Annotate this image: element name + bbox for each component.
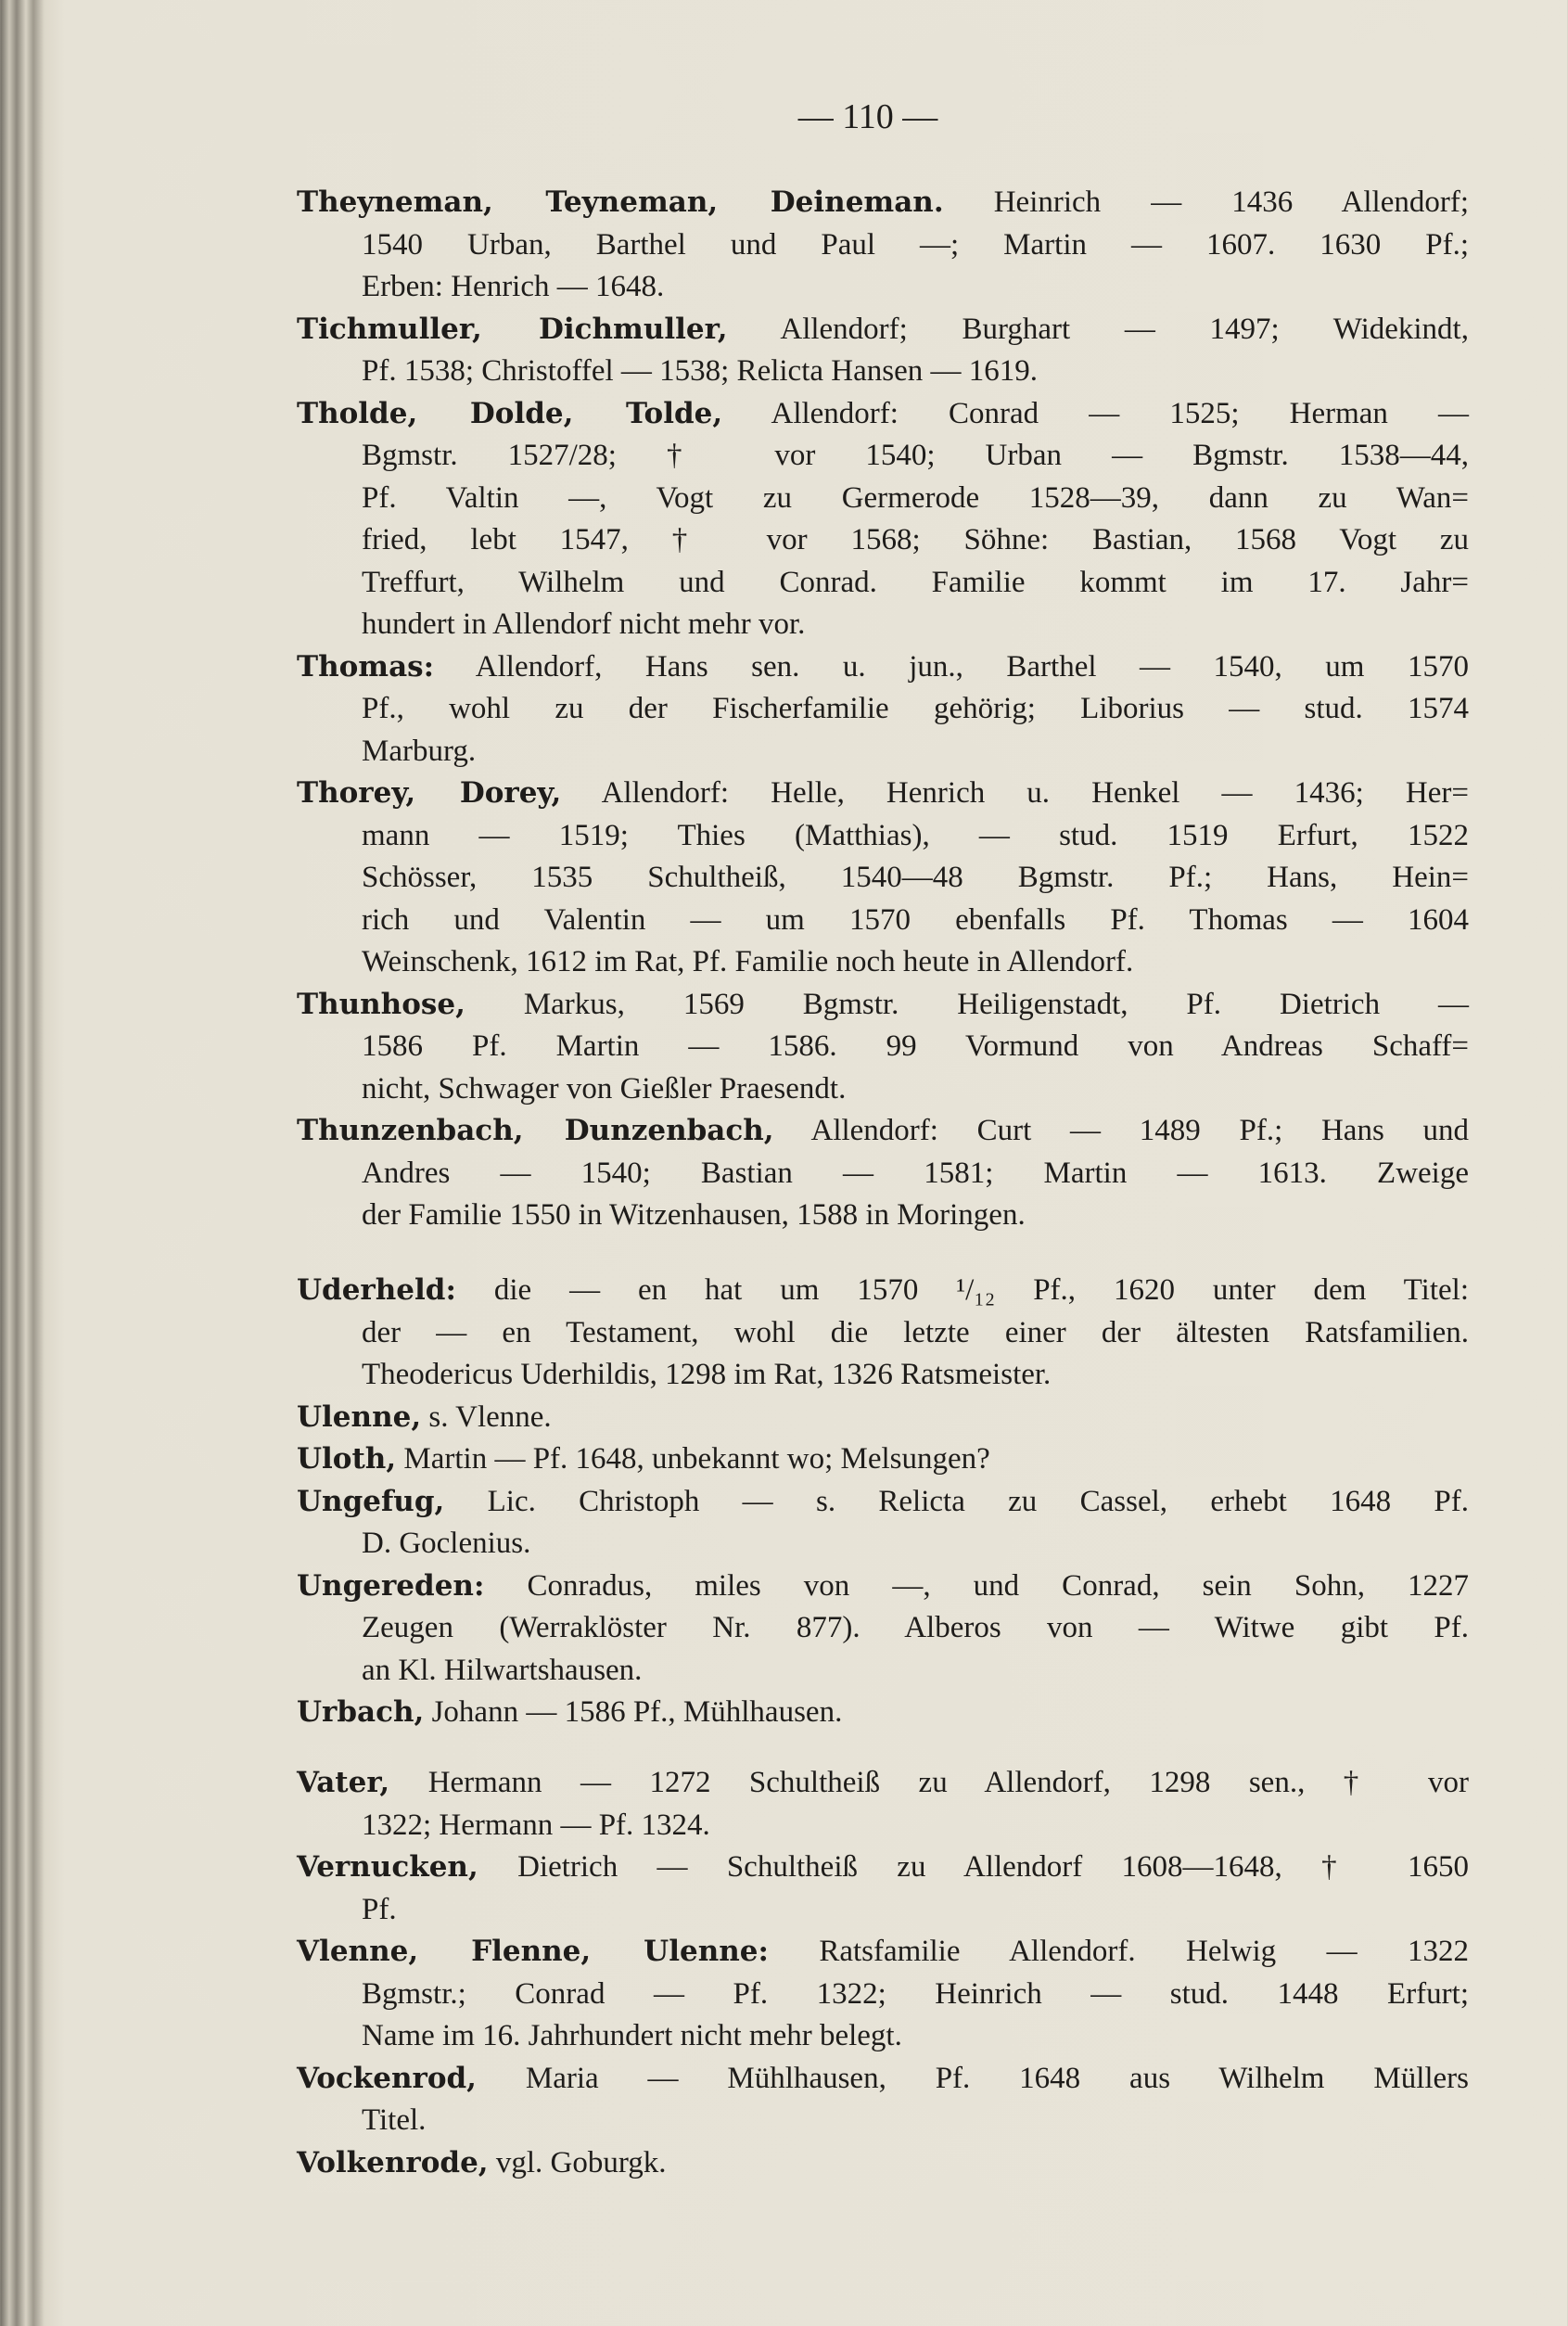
entry-text: Andres — 1540; Bastian — 1581; Martin — 1613. Zweige (362, 1156, 1469, 1190)
entry-line (297, 1607, 1469, 1650)
entry-text: Conradus, miles von —, und Conrad, sein Sohn, 1227 (527, 1568, 1469, 1603)
register-entry (297, 309, 1469, 393)
entry-text: Maria — Mühlhausen, Pf. 1648 aus Wilhelm Müllers (525, 2061, 1470, 2095)
entry-headword: Vlenne, Flenne, Ulenne: (297, 1935, 769, 1968)
entry-line (297, 1397, 1469, 1439)
entry-text: s. Vlenne. (428, 1399, 552, 1434)
register-entry (297, 2058, 1469, 2142)
entry-text: nicht, Schwager von Gießler Praesendt. (362, 1071, 847, 1105)
register-entry (297, 1397, 1469, 1439)
entry-text: an Kl. Hilwartshausen. (362, 1653, 643, 1687)
entry-line (297, 857, 1469, 900)
entry-line (297, 435, 1469, 478)
register-entry (297, 1931, 1469, 2058)
entry-line (297, 1805, 1469, 1847)
register-entry (297, 646, 1469, 773)
entry-line (297, 1026, 1469, 1068)
entry-text: Bgmstr. 1527/28; † vor 1540; Urban — Bgmstr. 1538—44, (362, 439, 1469, 472)
entry-line (297, 2058, 1469, 2101)
register-entry (297, 773, 1469, 984)
entry-text: Dietrich — Schultheiß zu Allendorf 1608—1648, † 1650 (517, 1850, 1469, 1884)
entry-headword: Tholde, Dolde, Tolde, (297, 396, 723, 430)
entry-text: Titel. (362, 2103, 427, 2137)
entry-text: rich und Valentin — um 1570 ebenfalls Pf. Thomas — 1604 (362, 902, 1469, 937)
entry-text: Treffurt, Wilhelm und Conrad. Familie kommt im 17. Jahr= (362, 565, 1469, 599)
entry-text: Pf. 1538; Christoffel — 1538; Relicta Hansen — 1619. (362, 354, 1038, 388)
entry-line (297, 1974, 1469, 2016)
entry-line (297, 941, 1469, 984)
entry-line (297, 182, 1469, 224)
entry-text: Allendorf: Conrad — 1525; Herman — (771, 396, 1469, 430)
entry-text: Johann — 1586 Pf., Mühlhausen. (431, 1695, 843, 1729)
entry-text: der — en Testament, wohl die letzte einer der ältesten Ratsfamilien. (362, 1315, 1469, 1349)
entry-text: Name im 16. Jahrhundert nicht mehr belegt. (362, 2019, 902, 2052)
entry-text: Allendorf: Curt — 1489 Pf.; Hans und (810, 1114, 1469, 1147)
register-entry (297, 393, 1469, 646)
register-entry (297, 1438, 1469, 1481)
register-entry (297, 1566, 1469, 1693)
entry-text: Martin — Pf. 1648, unbekannt wo; Melsungen? (403, 1442, 990, 1476)
entry-text: Zeugen (Werraklöster Nr. 877). Alberos von — Witwe gibt Pf. (362, 1611, 1469, 1644)
entry-text: Allendorf; Burghart — 1497; Widekindt, (780, 312, 1469, 346)
entry-text: Ratsfamilie Allendorf. Helwig — 1322 (819, 1935, 1470, 1968)
entry-line (297, 393, 1469, 436)
entry-text: vgl. Goburgk. (495, 2145, 667, 2179)
entry-line (297, 309, 1469, 351)
entry-headword: Urbach, (297, 1695, 425, 1729)
entry-headword: Uloth, (297, 1442, 397, 1476)
entry-line (297, 2015, 1469, 2058)
register-entry (297, 1762, 1469, 1847)
entry-headword: Thomas: (297, 649, 435, 684)
entry-line (297, 562, 1469, 605)
entry-headword: Thunhose, (297, 987, 465, 1021)
entry-line (297, 1195, 1469, 1237)
entry-text: D. Goclenius. (362, 1527, 531, 1560)
entry-line (297, 1270, 1469, 1312)
entry-headword: Volkenrode, (297, 2145, 489, 2179)
entry-line (297, 1566, 1469, 1608)
entry-line (297, 1931, 1469, 1974)
entry-line (297, 224, 1469, 267)
entry-line (297, 1889, 1469, 1932)
entry-headword: Ungereden: (297, 1568, 485, 1603)
entry-line (297, 1762, 1469, 1805)
entry-line (297, 900, 1469, 942)
entry-line (297, 731, 1469, 773)
entry-headword: Thunzenbach, Dunzenbach, (297, 1114, 774, 1147)
entry-line (297, 519, 1469, 562)
entry-line (297, 351, 1469, 393)
entry-text: 1322; Hermann — Pf. 1324. (362, 1808, 710, 1842)
entry-line (297, 1523, 1469, 1566)
entry-line (297, 1438, 1469, 1481)
entry-text: Marburg. (362, 734, 477, 768)
entry-line (297, 604, 1469, 646)
entry-line (297, 1110, 1469, 1153)
entry-headword: Vockenrod, (297, 2061, 477, 2095)
entry-headword: Ulenne, (297, 1399, 422, 1434)
entry-line (297, 1153, 1469, 1195)
entry-text: Markus, 1569 Bgmstr. Heiligenstadt, Pf. Dietrich — (523, 987, 1469, 1021)
entry-line (297, 2100, 1469, 2142)
entry-text: Hermann — 1272 Schultheiß zu Allendorf, 1298 sen., † vor (427, 1766, 1469, 1799)
entry-text: Schösser, 1535 Schultheiß, 1540—48 Bgmstr. Pf.; Hans, Hein= (362, 861, 1469, 894)
entry-line (297, 1692, 1469, 1734)
entry-headword: Ungefug, (297, 1484, 445, 1518)
entry-text: Erben: Henrich — 1648. (362, 270, 665, 303)
entry-line (297, 1354, 1469, 1397)
entry-line (297, 773, 1469, 815)
entry-text: mann — 1519; Thies (Matthias), — stud. 1519 Erfurt, 1522 (362, 818, 1469, 852)
register-entry (297, 2142, 1469, 2185)
register-entry (297, 1847, 1469, 1931)
entry-text: Pf. (362, 1892, 397, 1926)
entry-line (297, 266, 1469, 309)
entries-section-v (297, 1762, 1469, 2184)
entry-headword: Tichmuller, Dichmuller, (297, 312, 728, 346)
entry-text: Bgmstr.; Conrad — Pf. 1322; Heinrich — stud. 1448 Erfurt; (362, 1976, 1469, 2011)
register-entry (297, 182, 1469, 309)
entry-headword: Theyneman, Teyneman, Deineman. (297, 185, 944, 219)
entry-line (297, 815, 1469, 858)
entry-text: fried, lebt 1547, † vor 1568; Söhne: Bastian, 1568 Vogt zu (362, 523, 1469, 556)
entry-text: Pf., wohl zu der Fischerfamilie gehörig; Liborius — stud. 1574 (362, 692, 1469, 725)
entry-text: 1540 Urban, Barthel und Paul —; Martin — 1607. 1630 Pf.; (362, 227, 1469, 262)
entry-text: Lic. Christoph — s. Relicta zu Cassel, erhebt 1648 Pf. (487, 1484, 1469, 1518)
entry-text: Allendorf, Hans sen. u. jun., Barthel — 1540, um 1570 (475, 649, 1469, 684)
entry-text: der Familie 1550 in Witzenhausen, 1588 in Moringen. (362, 1198, 1026, 1232)
entry-line (297, 1068, 1469, 1111)
entry-headword: Vater, (297, 1766, 390, 1799)
entry-headword: Vernucken, (297, 1850, 478, 1884)
register-entry (297, 1110, 1469, 1237)
entry-line (297, 478, 1469, 520)
page-number: — 110 — (797, 97, 938, 136)
entry-line (297, 984, 1469, 1027)
register-entry (297, 984, 1469, 1111)
register-entry (297, 1692, 1469, 1734)
entry-line (297, 2142, 1469, 2185)
entry-line (297, 1847, 1469, 1889)
entries-section-t (297, 182, 1469, 1237)
entry-text: die — en hat um 1570 ¹/₁₂ Pf., 1620 unter dem Titel: (493, 1273, 1470, 1307)
entry-line (297, 1312, 1469, 1355)
entry-text: Theodericus Uderhildis, 1298 im Rat, 1326 Ratsmeister. (362, 1358, 1052, 1391)
entry-text: 1586 Pf. Martin — 1586. 99 Vormund von Andreas Schaff= (362, 1029, 1469, 1063)
entries-section-u (297, 1270, 1469, 1734)
entry-line (297, 1650, 1469, 1693)
entry-line (297, 1481, 1469, 1524)
entry-text: Heinrich — 1436 Allendorf; (993, 185, 1470, 219)
entry-line (297, 646, 1469, 689)
entry-text: Pf. Valtin —, Vogt zu Germerode 1528—39, dann zu Wan= (362, 480, 1469, 515)
register-entry (297, 1270, 1469, 1397)
entry-headword: Uderheld: (297, 1273, 456, 1307)
entry-text: hundert in Allendorf nicht mehr vor. (362, 607, 806, 641)
entry-text: Allendorf: Helle, Henrich u. Henkel — 1436; Her= (601, 776, 1469, 810)
entry-text: Weinschenk, 1612 im Rat, Pf. Familie noch heute in Allendorf. (362, 945, 1134, 978)
register-entry (297, 1481, 1469, 1566)
entry-headword: Thorey, Dorey, (297, 776, 562, 810)
entry-line (297, 688, 1469, 731)
